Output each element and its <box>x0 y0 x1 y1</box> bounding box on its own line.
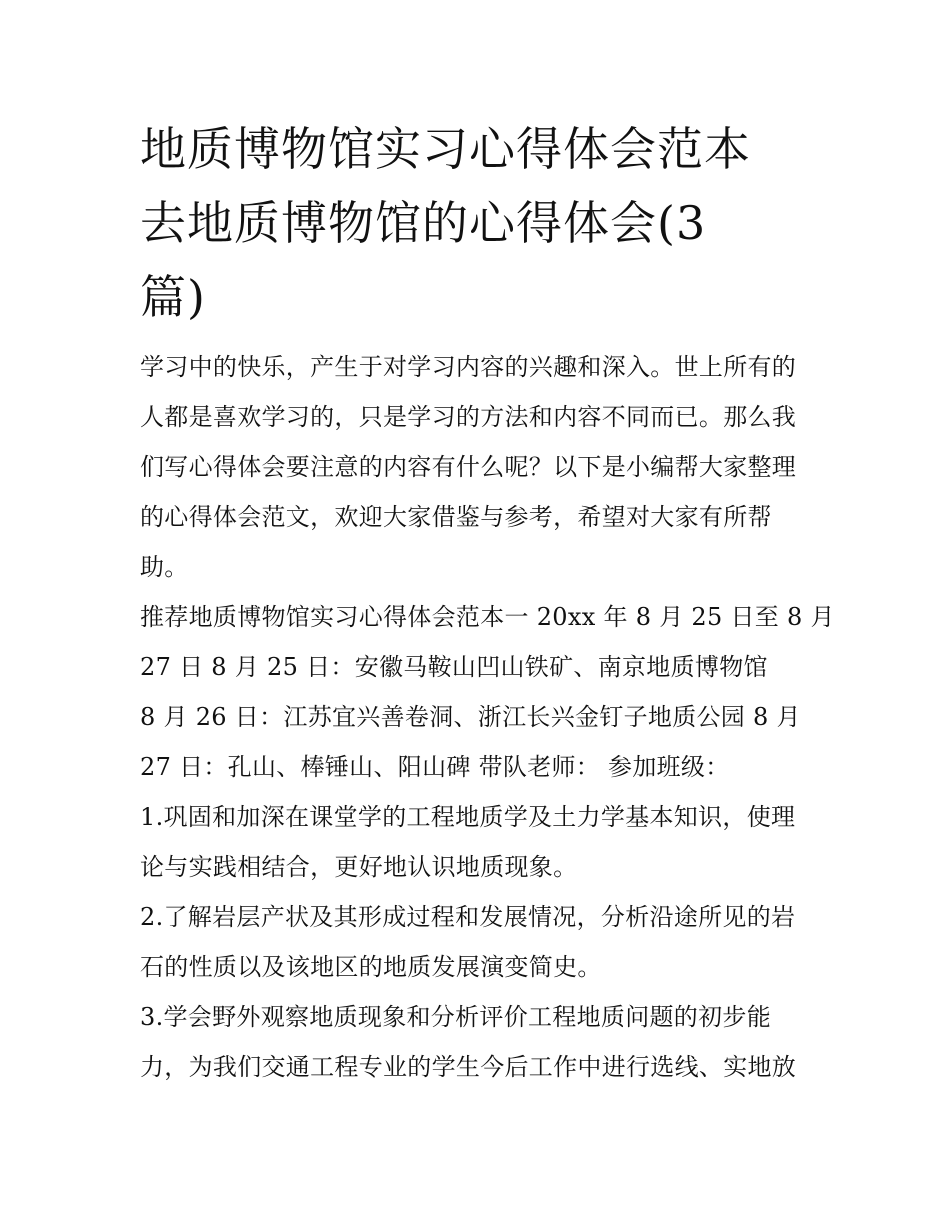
text-line: 2.了解岩层产状及其形成过程和发展情况，分析沿途所见的岩 <box>140 903 796 931</box>
text-line: 学习中的快乐，产生于对学习内容的兴趣和深入。世上所有的 <box>140 353 797 381</box>
intro-paragraph <box>140 342 820 592</box>
text-line: 27 日 8 月 25 日：安徽马鞍山凹山铁矿、南京地质博物馆 <box>140 653 768 681</box>
text-line: 力，为我们交通工程专业的学生今后工作中进行选线、实地放 <box>140 1053 797 1081</box>
text-line: 3.学会野外观察地质现象和分析评价工程地质问题的初步能 <box>140 1003 771 1031</box>
objective-3-paragraph <box>140 992 820 1092</box>
title-line: 篇) <box>140 270 206 324</box>
text-line: 石的性质以及该地区的地质发展演变简史。 <box>140 953 602 981</box>
text-line: 推荐地质博物馆实习心得体会范本一 20xx 年 8 月 25 日至 8 月 <box>140 603 835 631</box>
text-line: 们写心得体会要注意的内容有什么呢？以下是小编帮大家整理 <box>140 453 797 481</box>
schedule-paragraph <box>140 592 835 792</box>
text-line: 人都是喜欢学习的，只是学习的方法和内容不同而已。那么我 <box>140 403 797 431</box>
text-line: 助。 <box>140 553 189 581</box>
title-line: 地质博物馆实习心得体会范本 <box>140 122 751 176</box>
document-page <box>140 112 835 1092</box>
text-line: 论与实践相结合，更好地认识地质现象。 <box>140 853 578 881</box>
objective-1-paragraph <box>140 792 820 892</box>
document-title <box>140 112 820 334</box>
objective-2-paragraph <box>140 892 820 992</box>
text-line: 的心得体会范文，欢迎大家借鉴与参考，希望对大家有所帮 <box>140 503 772 531</box>
title-line: 去地质博物馆的心得体会(3 <box>140 196 707 250</box>
text-line: 8 月 26 日：江苏宜兴善卷洞、浙江长兴金钉子地质公园 8 月 <box>140 703 801 731</box>
text-line: 1.巩固和加深在课堂学的工程地质学及土力学基本知识，使理 <box>140 803 796 831</box>
text-line: 27 日：孔山、棒锤山、阳山碑 带队老师： 参加班级： <box>140 753 730 781</box>
